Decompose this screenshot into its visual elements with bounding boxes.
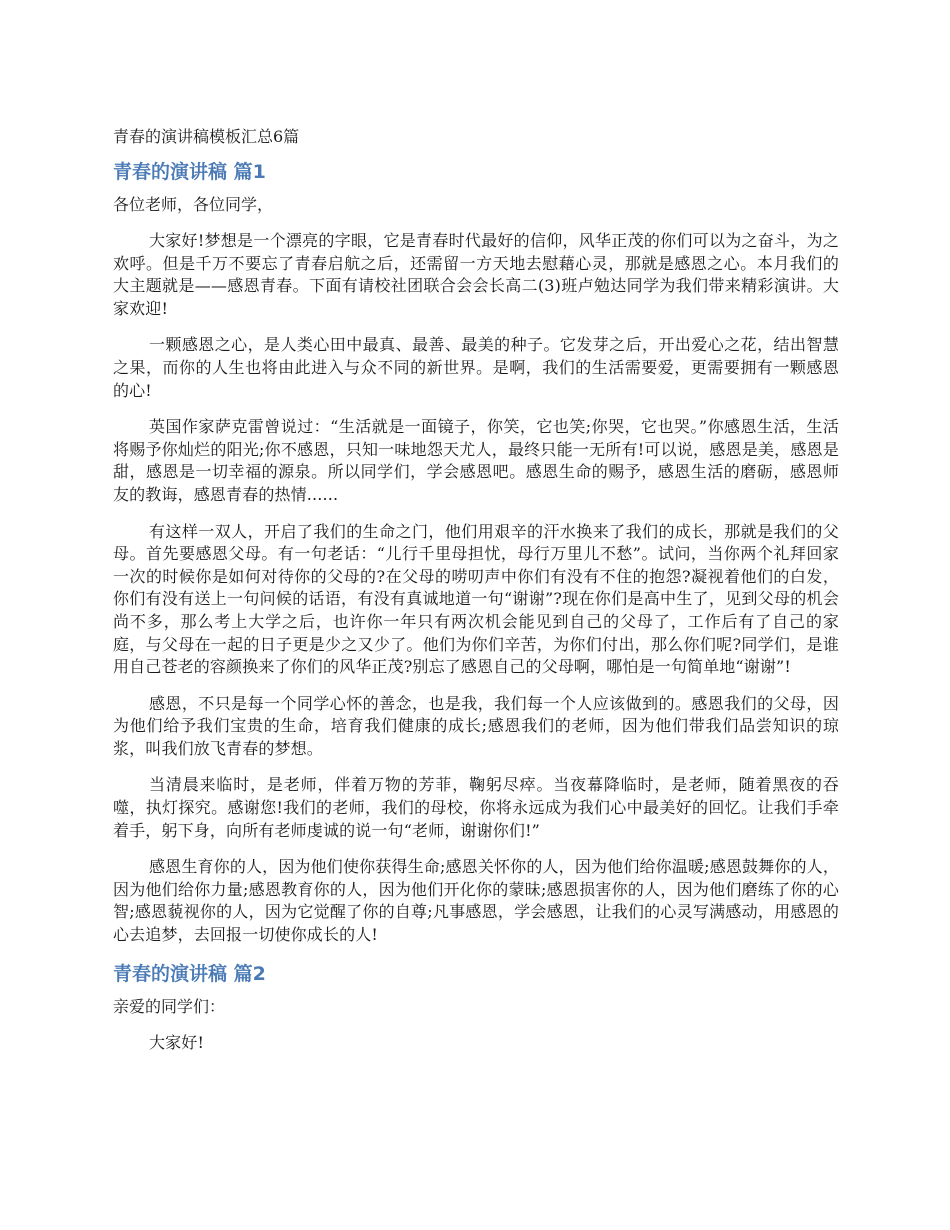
paragraph: 有这样一双人，开启了我们的生命之门，他们用艰辛的汗水换来了我们的成长，那就是我们的父母。首先要感恩父母。有一句老话：“儿行千里母担忧，母行万里儿不愁”。试问，当你两个礼拜回家一次的时候你是如何对待你的父母的?在父母的唠叨声中你们有没有不住的抱怨?凝视着他们的白发，你们有没有送上一句问候的话语，有没有真诚地道一句“谢谢”?现在你们是高中生了，见到父母的机会尚不多，那么考上大学之后，也许你一年只有两次机会能见到自己的父母了，工作后有了自己的家庭，与父母在一起的日子更是少之又少了。他们为你们辛苦，为你们付出，那么你们呢?同学们，是谁用自己苍老的容颜换来了你们的风华正茂?别忘了感恩自己的父母啊，哪怕是一句简单地“谢谢”! xyxy=(113,521,839,677)
paragraph: 英国作家萨克雷曾说过：“生活就是一面镜子，你笑，它也笑;你哭，它也哭。”你感恩生活，生活将赐予你灿烂的阳光;你不感恩，只知一味地怨天尤人，最终只能一无所有!可以说，感恩是美，感恩是甜，感恩是一切幸福的源泉。所以同学们，学会感恩吧。感恩生命的赐予，感恩生活的磨砺，感恩师友的教诲，感恩青春的热情...... xyxy=(113,417,839,504)
paragraph: 感恩，不只是每一个同学心怀的善念，也是我，我们每一个人应该做到的。感恩我们的父母，因为他们给予我们宝贵的生命，培育我们健康的成长;感恩我们的老师，因为他们带我们品尝知识的琼浆，叫我们放飞青春的梦想。 xyxy=(113,693,839,758)
paragraph: 一颗感恩之心，是人类心田中最真、最善、最美的种子。它发芽之后，开出爱心之花，结出智慧之果，而你的人生也将由此进入与众不同的新世界。是啊，我们的生活需要爱，更需要拥有一颗感恩的心! xyxy=(113,335,839,400)
section-heading: 青春的演讲稿 篇1 xyxy=(113,161,266,183)
section-2 xyxy=(113,961,839,1055)
paragraph: 感恩生育你的人，因为他们使你获得生命;感恩关怀你的人，因为他们给你温暖;感恩鼓舞你的人，因为他们给你力量;感恩教育你的人，因为他们开化你的蒙昧;感恩损害你的人，因为他们磨练了你的心智;感恩藐视你的人，因为它觉醒了你的自尊;凡事感恩，学会感恩，让我们的心灵写满感动，用感恩的心去追梦，去回报一切使你成长的人! xyxy=(113,857,839,945)
salutation: 各位老师，各位同学， xyxy=(113,195,274,214)
paragraph: 大家好! xyxy=(149,1032,205,1052)
section-1 xyxy=(113,159,839,947)
document-page xyxy=(113,124,839,1068)
section-heading: 青春的演讲稿 篇2 xyxy=(113,962,266,985)
paragraph: 大家好!梦想是一个漂亮的字眼，它是青春时代最好的信仰，风华正茂的你们可以为之奋斗，为之欢呼。但是千万不要忘了青春启航之后，还需留一方天地去慰藉心灵，那就是感恩之心。本月我们的大主题就是——感恩青春。下面有请校社团联合会会长高二(3)班卢勉达同学为我们带来精彩演讲。大家欢迎! xyxy=(113,231,839,318)
salutation: 亲爱的同学们： xyxy=(113,996,226,1016)
paragraph: 当清晨来临时，是老师，伴着万物的芳菲，鞠躬尽瘁。当夜幕降临时，是老师，随着黑夜的吞噬，执灯探究。感谢您!我们的老师，我们的母校，你将永远成为我们心中最美好的回忆。让我们手牵着手，躬下身，向所有老师虔诚的说一句“老师，谢谢你们!” xyxy=(113,775,839,840)
document-title: 青春的演讲稿模板汇总6篇 xyxy=(113,127,300,146)
